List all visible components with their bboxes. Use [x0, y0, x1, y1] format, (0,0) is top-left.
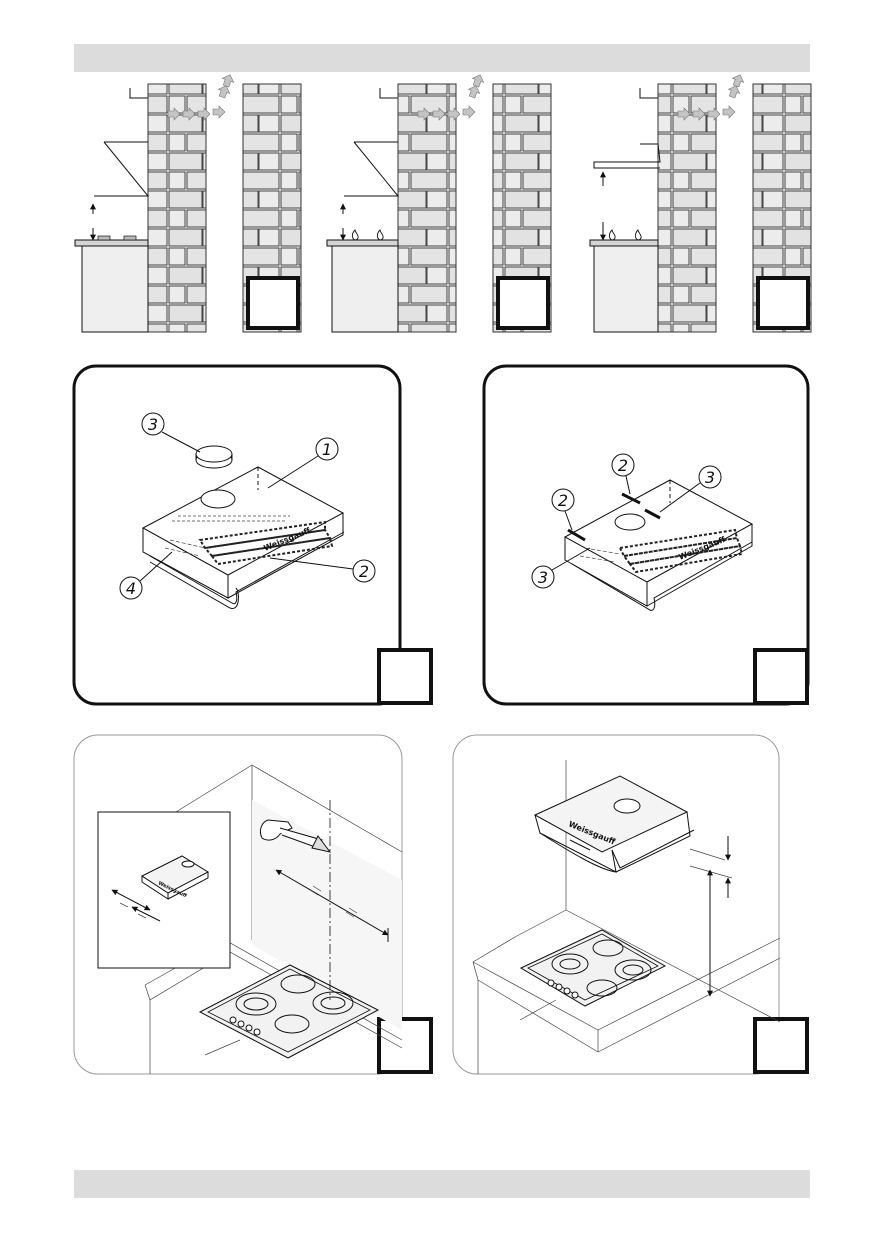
flame-icon	[377, 230, 383, 240]
callout-2-top: 2	[617, 456, 629, 475]
svg-text:Weissgauff: Weissgauff	[157, 880, 188, 900]
figure-number-box	[498, 278, 548, 328]
cooker-hood	[344, 142, 398, 196]
callout-1: 1	[321, 440, 333, 459]
brick-wall-icon	[658, 84, 716, 332]
flame-icon	[609, 230, 615, 240]
svg-text:Weissgauff: Weissgauff	[677, 534, 727, 562]
panel-hood-height	[453, 735, 807, 1074]
figure-number-box	[758, 278, 808, 328]
wall-scene-1	[75, 73, 301, 332]
callout-3: 3	[147, 415, 159, 434]
duct-flange	[196, 446, 232, 468]
svg-text:Weissgauff: Weissgauff	[262, 525, 312, 553]
svg-text:Weissgauff: Weissgauff	[567, 819, 617, 847]
wall-scene-3	[590, 73, 811, 332]
brick-wall-icon	[398, 84, 456, 332]
wall-scene-2	[327, 73, 551, 332]
inset-hood-measure	[98, 812, 230, 968]
callout-4: 4	[125, 579, 137, 598]
callout-2-left: 2	[557, 491, 569, 510]
cooker-hood	[94, 142, 148, 196]
flame-icon	[635, 230, 641, 240]
panel-hood-parts	[74, 366, 431, 704]
callout-2: 2	[358, 562, 370, 581]
brick-wall-icon	[148, 84, 206, 332]
panel-marking-wall	[74, 735, 431, 1074]
callout-3-right: 3	[704, 468, 716, 487]
figure-number-box	[248, 278, 298, 328]
flame-icon	[352, 230, 358, 240]
figure-number-box	[755, 1019, 807, 1072]
figure-number-box	[379, 650, 431, 703]
figure-number-box	[755, 650, 807, 703]
callout-3-left: 3	[537, 568, 549, 587]
panel-hood-screws	[484, 366, 808, 704]
cooker-hood	[594, 144, 660, 168]
figure-number-box	[379, 1019, 431, 1072]
